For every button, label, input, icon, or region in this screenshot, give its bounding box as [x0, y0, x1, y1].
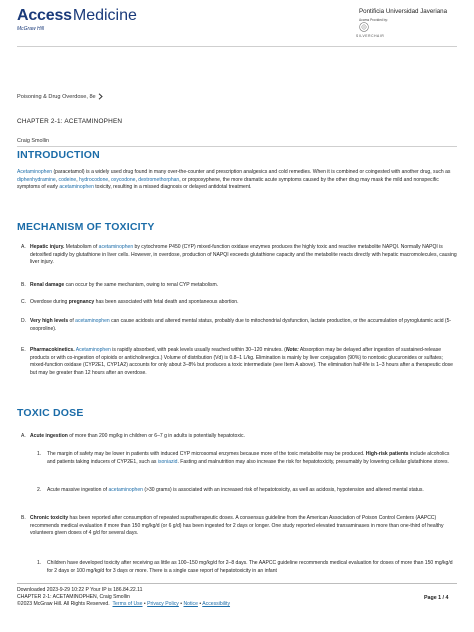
drug-link-acetaminophen[interactable]: acetaminophen — [108, 487, 143, 493]
download-info: Downloaded 2023-9-29 10:22 P Your IP is 186.84.22.11 — [17, 587, 143, 593]
drug-link-diphenhydramine[interactable]: diphenhydramine — [17, 176, 56, 183]
privacy-policy-link[interactable]: Privacy Policy — [147, 601, 179, 607]
heading-introduction: INTRODUCTION — [17, 149, 100, 161]
list-marker-d: D. — [21, 318, 27, 324]
list-marker-b: B. — [21, 282, 26, 288]
chevron-right-icon — [98, 93, 103, 100]
list-marker-2: 2. — [37, 487, 42, 493]
page-number: Page 1 / 4 — [424, 595, 449, 601]
provider-name: SILVERCHAIR — [356, 34, 385, 38]
list-marker-1: 1. — [37, 451, 42, 457]
breadcrumb[interactable] — [17, 93, 103, 100]
institution-name: Pontificia Universidad Javeriana — [359, 8, 448, 15]
header-divider — [17, 46, 457, 47]
dose-subitem-massive: Acute massive ingestion of acetaminophen (>30 grams) is associated with an increased risk of hepatotoxicity, as well as acidosis, hypotension and altered mental status. — [47, 487, 424, 493]
dose-subitem-children: Children have developed toxicity after receiving as little as 100–150 mg/kg/d for 2–8 days. The AAPCC guideline recommends medical evaluation for doses of more than 150 mg/kg/d for 2 days or 100 mg/kg/d for 3 days or more. There is a single case report of hepatotoxicity in an infant — [47, 560, 453, 574]
drug-link-oxycodone[interactable]: oxycodone — [111, 176, 136, 183]
drug-link-hydrocodone[interactable]: hydrocodone — [79, 176, 109, 183]
drug-link-acetaminophen[interactable]: Acetaminophen — [17, 169, 53, 175]
notice-link[interactable]: Notice — [183, 601, 198, 607]
mechanism-item-renal: Renal damage can occur by the same mechanism, owing to renal CYP metabolism. — [30, 282, 219, 288]
list-marker-b: B. — [21, 515, 26, 521]
list-marker-a: A. — [21, 433, 26, 439]
mechanism-item-hepatic: Hepatic injury. Metabolism of acetaminophen by cytochrome P450 (CYP) mixed-function oxidase enzymes produces the highly toxic and reactive metabolite NAPQI. Normally NAPQI is detoxified rapidly by glutathione in liver cells. However, in overdose, production of NAPQI exceeds glutathione capacity and the metabolite reacts directly with hepatic macromolecules, causing liver injury. — [30, 244, 457, 266]
access-medicine-logo[interactable] — [17, 7, 137, 32]
logo-access: Access — [17, 7, 72, 24]
drug-link-isoniazid[interactable]: isoniazid — [157, 458, 178, 465]
intro-paragraph: Acetaminophen (paracetamol) is a widely used drug found in many over-the-counter and prescription analgesics and cold remedies. When it is combined or coingested with another drug, such as diphenhydramine, codeine, hydrocodone, oxycodone, dextromethorphan, or propoxyphene, the more dramatic acute symptoms caused by the other drug may mask the mild and nonspecific symptoms of early acetaminophen toxicity, resulting in a missed diagnosis or delayed antidotal treatment. — [17, 169, 451, 191]
drug-link-codeine[interactable]: codeine — [58, 176, 77, 183]
accessibility-link[interactable]: Accessibility — [202, 601, 231, 607]
dose-subitem-high-risk: The margin of safety may be lower in patients with induced CYP microsomal enzymes because more of the toxic metabolite may be produced. High-risk patients include alcoholics and patients taking inducers of CYP2E1, such as isoniazid. Fasting and malnutrition may also increase the risk for hepatotoxicity, presumably by lowering cellular glutathione stores. — [47, 451, 450, 465]
mechanism-item-high-levels: Very high levels of acetaminophen can cause acidosis and altered mental status, probably due to mitochondrial dysfunction, lactate production, or the accumulation of pyroglutamic acid (5-oxoproline). — [30, 318, 452, 332]
drug-link-acetaminophen[interactable]: acetaminophen — [75, 318, 110, 324]
breadcrumb-label: Poisoning & Drug Overdose, 8e — [17, 93, 96, 100]
footer-chapter: CHAPTER 2-1: ACETAMINOPHEN, Craig Smollin — [17, 594, 130, 600]
site-header — [0, 0, 474, 44]
dose-item-acute: Acute ingestion of more than 200 mg/kg in children or 6–7 g in adults is potentially hepatotoxic. — [30, 433, 245, 439]
logo-medicine: Medicine — [72, 7, 137, 24]
list-marker-1: 1. — [37, 560, 42, 566]
list-marker-e: E. — [21, 347, 26, 353]
mechanism-item-pregnancy: Overdose during pregnancy has been associated with fetal death and spontaneous abortion. — [30, 299, 239, 305]
drug-link-acetaminophen[interactable]: Acetaminophen — [75, 347, 111, 353]
dose-item-chronic: Chronic toxicity has been reported after consumption of repeated supratherapeutic doses. A consensus guideline from the American Association of Poison Control Centers (AAPCC) recommends medical evaluation if more than 150 mg/kg/d (or 6 g/d) has been ingested for 2 days or longer. One study reported elevated transaminases in more than one-third of healthy volunteers given doses of 4 g/d for several days. — [30, 515, 444, 537]
heading-toxic-dose: TOXIC DOSE — [17, 407, 84, 419]
drug-link-dextromethorphan[interactable]: dextromethorphan — [138, 176, 180, 183]
chapter-author: Craig Smollin — [17, 138, 50, 144]
chapter-title: CHAPTER 2-1: ACETAMINOPHEN — [17, 118, 123, 125]
footer-divider — [17, 583, 457, 584]
heading-mechanism: MECHANISM OF TOXICITY — [17, 221, 155, 233]
list-marker-a: A. — [21, 244, 26, 250]
footer-links: ©2023 McGraw Hill. All Rights Reserved. Terms of Use • Privacy Policy • Notice • Accessibility — [17, 601, 231, 607]
institution-seal-icon — [359, 22, 369, 32]
copyright-text: ©2023 McGraw Hill. All Rights Reserved. — [17, 601, 110, 607]
logo-publisher: McGraw Hill — [17, 26, 44, 32]
provided-by-label: Access Provided by: — [359, 18, 388, 22]
mechanism-item-pharmacokinetics: Pharmacokinetics. Acetaminophen is rapidly absorbed, with peak levels usually reached within 30–120 minutes. (Note: Absorption may be delayed after ingestion of sustained-release products or with co-ingestion of opioids or anticholinergics.) Volume of distribution (Vd) is 0.8–1 L/kg. Elimination is mainly by liver conjugation (90%) to nontoxic glucuronides or sulfates; mixed-function oxidase (CYP2E1, CYP1A2) accounts for only about 3–8% but produces a toxic intermediate (see Item A above). The elimination half-life is 1–3 hours after a therapeutic dose but may be greater than 12 hours after an overdose. — [30, 347, 453, 376]
list-marker-c: C. — [21, 299, 27, 305]
drug-link-acetaminophen[interactable]: acetaminophen — [98, 244, 134, 250]
terms-of-use-link[interactable]: Terms of Use — [112, 601, 143, 607]
drug-link-acetaminophen[interactable]: acetaminophen — [59, 184, 94, 191]
title-divider — [17, 146, 457, 147]
